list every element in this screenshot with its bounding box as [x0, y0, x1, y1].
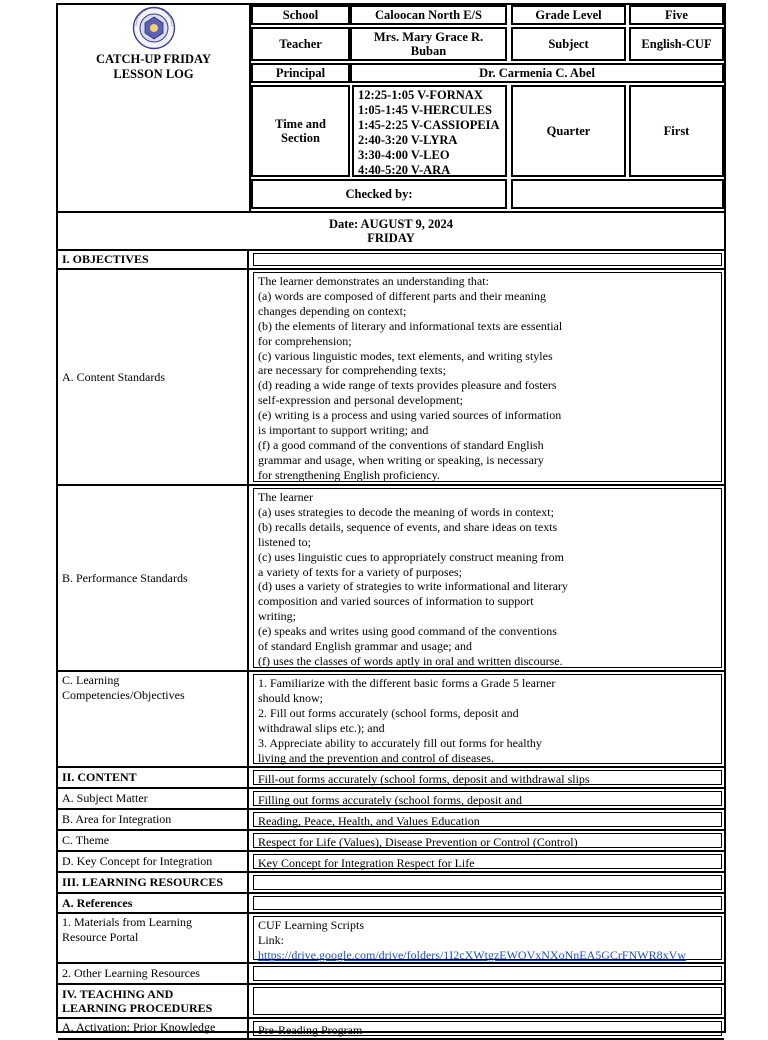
other-resources-row: [58, 964, 724, 985]
materials-cell: [253, 916, 722, 960]
content-standard-line: The learner demonstrates an understanding that:: [258, 274, 489, 288]
content-standard-line: (b) the elements of literary and informational texts are essential: [258, 318, 563, 333]
deped-seal-icon: [128, 6, 180, 50]
learning-resources-heading: III. LEARNING RESOURCES: [58, 873, 249, 892]
performance-standards-cell: [253, 488, 722, 668]
school-label: School: [251, 5, 350, 25]
competency-line: should know;: [258, 690, 324, 705]
procedures-cell: [253, 987, 722, 1015]
references-heading: A. References: [58, 894, 249, 912]
content-standard-line: are necessary for comprehending texts;: [258, 363, 446, 378]
schedule-entry: 3:30-4:00 V-LEO: [358, 148, 450, 162]
references-cell: [253, 896, 722, 910]
content-value: [253, 770, 722, 785]
content-value-text: Fill-out forms accurately (school forms, deposit and withdrawal slips: [258, 772, 590, 786]
content-standard-line: is important to support writing; and: [258, 423, 429, 438]
quarter-value: First: [629, 85, 724, 177]
grade-level-label: Grade Level: [511, 5, 626, 25]
materials-drive-link[interactable]: https://drive.google.com/drive/folders/1I2cXWtgzEWOVxNXoNnEA5GCrFNWR8xVw: [258, 947, 686, 962]
procedures-row: [58, 985, 724, 1019]
theme-label: C. Theme: [58, 831, 249, 850]
performance-standard-line: (d) uses a variety of strategies to write informational and literary: [258, 579, 568, 594]
checked-by-value: [511, 179, 724, 209]
theme-row: [58, 831, 724, 852]
time-label-line-2: Section: [281, 131, 320, 145]
subject-value: English-CUF: [629, 27, 724, 61]
content-row: [58, 768, 724, 789]
materials-link-label: Link:: [258, 932, 284, 947]
schedule-entry: 4:40-5:20 V-ARA: [358, 163, 451, 177]
performance-standard-line: of standard English grammar and usage; and: [258, 639, 472, 654]
objectives-heading: I. OBJECTIVES: [58, 251, 249, 268]
content-standard-line: grammar and usage, when writing or speaking, is necessary: [258, 452, 544, 467]
teacher-label: Teacher: [251, 27, 350, 61]
performance-standard-line: The learner: [258, 490, 313, 504]
teacher-value: [350, 27, 507, 61]
schedule-entry: 2:40-3:20 V-LYRA: [358, 133, 458, 147]
content-standard-line: (f) a good command of the conventions of standard English: [258, 437, 544, 452]
procedures-heading-line-2: LEARNING PROCEDURES: [62, 1001, 213, 1015]
materials-label: [58, 914, 249, 962]
content-standard-line: changes depending on context;: [258, 303, 407, 318]
procedures-heading-line-1: IV. TEACHING AND: [62, 986, 174, 1001]
subject-matter-row: [58, 789, 724, 810]
performance-standard-line: (f) uses the classes of words aptly in oral and written discourse.: [258, 653, 563, 668]
performance-standard-line: writing;: [258, 609, 296, 624]
subject-matter-text: Filling out forms accurately (school forms, deposit and: [258, 793, 522, 807]
performance-standard-line: a variety of texts for a variety of purposes;: [258, 564, 462, 579]
performance-standard-line: (a) uses strategies to decode the meaning of words in context;: [258, 504, 554, 519]
objectives-cell: [253, 253, 722, 266]
content-standard-line: for comprehension;: [258, 333, 352, 348]
theme-value: [253, 833, 722, 848]
teacher-name-line-1: Mrs. Mary Grace R.: [373, 30, 484, 44]
integration-area-label: B. Area for Integration: [58, 810, 249, 829]
subject-matter-value: [253, 791, 722, 806]
subject-matter-label: A. Subject Matter: [58, 789, 249, 808]
competency-line: 2. Fill out forms accurately (school forms, deposit and: [258, 705, 519, 720]
content-standard-line: self-expression and personal development;: [258, 393, 463, 408]
materials-line: CUF Learning Scripts: [258, 918, 364, 932]
grade-level-value: Five: [629, 5, 724, 25]
content-standard-line: for strengthening English proficiency.: [258, 467, 440, 482]
competencies-label-line-2: Competencies/Objectives: [62, 687, 185, 702]
lesson-log-page: [56, 3, 726, 1037]
learning-resources-cell: [253, 875, 722, 890]
objectives-row: [58, 251, 724, 270]
other-resources-label: 2. Other Learning Resources: [58, 964, 249, 983]
title-line-1: CATCH-UP FRIDAY: [96, 52, 211, 66]
references-row: [58, 894, 724, 914]
content-standards-label: A. Content Standards: [58, 270, 249, 484]
competencies-cell: [253, 674, 722, 764]
class-schedule: [352, 85, 507, 177]
time-section-label: [251, 85, 350, 177]
lesson-date: Date: AUGUST 9, 2024: [328, 217, 454, 231]
content-standards-cell: [253, 272, 722, 482]
integration-area-text: Reading, Peace, Health, and Values Education: [258, 814, 480, 828]
activation-row: [58, 1019, 724, 1040]
subject-label: Subject: [511, 27, 626, 61]
performance-standard-line: (c) uses linguistic cues to appropriately construct meaning from: [258, 549, 564, 564]
competencies-row: [58, 672, 724, 768]
materials-label-line-1: 1. Materials from Learning: [62, 915, 192, 929]
performance-standard-line: (e) speaks and writes using good command of the conventions: [258, 624, 557, 639]
integration-area-value: [253, 812, 722, 827]
content-standard-line: (e) writing is a process and using varied sources of information: [258, 408, 562, 423]
lesson-log-title: [58, 52, 249, 82]
theme-text: Respect for Life (Values), Disease Prevention or Control (Control): [258, 835, 578, 849]
competencies-label-line-1: C. Learning: [62, 673, 120, 687]
performance-standard-line: (b) recalls details, sequence of events, and share ideas on texts: [258, 519, 558, 534]
materials-label-line-2: Resource Portal: [62, 929, 139, 944]
competency-line: 1. Familiarize with the different basic forms a Grade 5 learner: [258, 676, 556, 690]
competencies-label: [58, 672, 249, 766]
procedures-heading: [58, 985, 249, 1017]
date-band: [58, 211, 724, 251]
competency-line: withdrawal slips etc.); and: [258, 720, 385, 735]
performance-standard-line: composition and varied sources of information to support: [258, 594, 534, 609]
activation-label: A. Activation: Prior Knowledge: [58, 1019, 249, 1038]
performance-standards-label: B. Performance Standards: [58, 486, 249, 670]
schedule-entry: 1:45-2:25 V-CASSIOPEIA: [358, 118, 500, 132]
checked-by-label: Checked by:: [251, 179, 507, 209]
other-resources-cell: [253, 966, 722, 981]
learning-resources-row: [58, 873, 724, 894]
principal-label: Principal: [251, 63, 350, 83]
header-block: [58, 5, 724, 211]
activation-value: [253, 1021, 722, 1036]
title-cell: [58, 5, 251, 211]
integration-area-row: [58, 810, 724, 831]
key-concept-value: [253, 854, 722, 869]
performance-standard-line: listened to;: [258, 534, 311, 549]
schedule-entry: 12:25-1:05 V-FORNAX: [358, 88, 483, 102]
content-standard-line: (c) various linguistic modes, text elements, and writing styles: [258, 348, 553, 363]
school-value: Caloocan North E/S: [350, 5, 507, 25]
title-line-2: LESSON LOG: [113, 67, 194, 81]
key-concept-label: D. Key Concept for Integration: [58, 852, 249, 871]
time-label-line-1: Time and: [275, 117, 326, 131]
competency-line: living and the prevention and control of diseases.: [258, 750, 494, 765]
performance-standards-row: [58, 486, 724, 672]
content-standard-line: (a) words are composed of different parts and their meaning: [258, 288, 547, 303]
lesson-day: FRIDAY: [367, 231, 415, 245]
quarter-label: Quarter: [511, 85, 626, 177]
principal-value: Dr. Carmenia C. Abel: [350, 63, 724, 83]
activation-text: Pre-Reading Program: [258, 1023, 363, 1037]
content-standards-row: [58, 270, 724, 486]
competency-line: 3. Appreciate ability to accurately fill out forms for healthy: [258, 735, 542, 750]
schedule-entry: 1:05-1:45 V-HERCULES: [358, 103, 492, 117]
materials-row: [58, 914, 724, 964]
key-concept-text: Key Concept for Integration Respect for Life: [258, 856, 475, 870]
content-standard-line: (d) reading a wide range of texts provides pleasure and fosters: [258, 378, 557, 393]
key-concept-row: [58, 852, 724, 873]
teacher-name-line-2: Buban: [410, 44, 447, 58]
content-heading: II. CONTENT: [58, 768, 249, 787]
